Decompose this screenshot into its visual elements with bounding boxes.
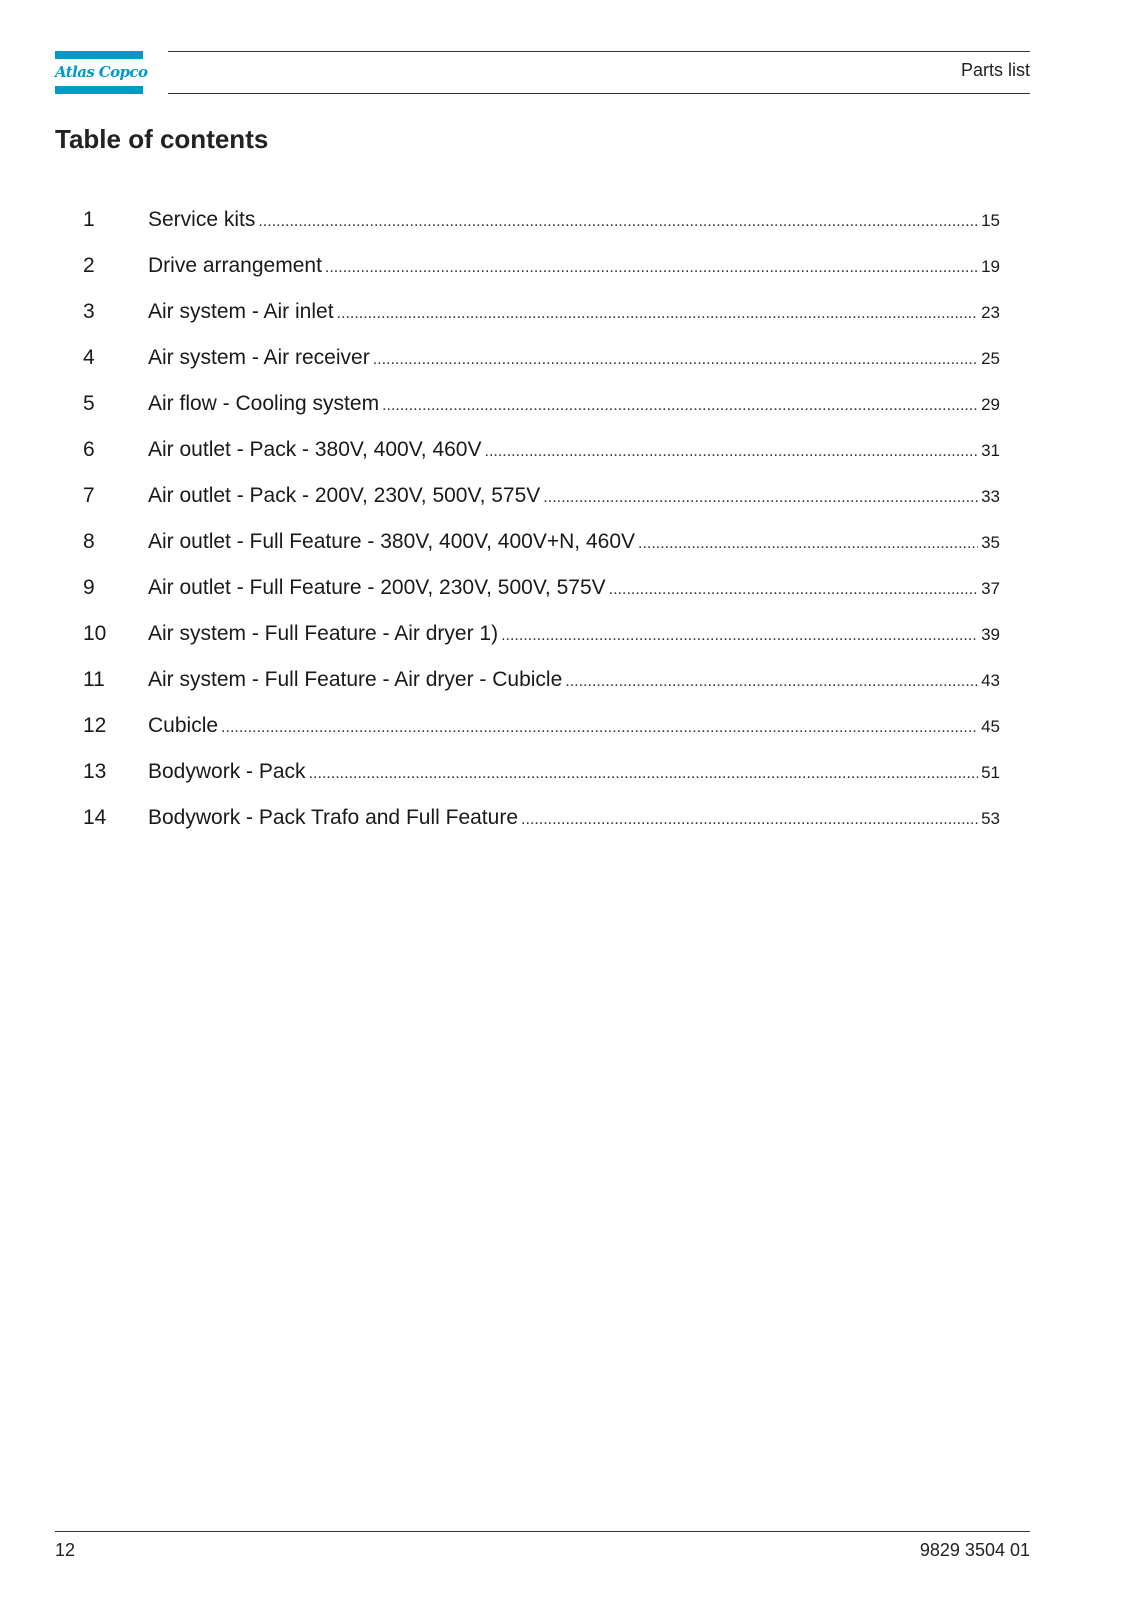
toc-dot-leader [258,208,978,236]
toc-entry-title[interactable]: Drive arrangement [148,254,322,277]
toc-dot-leader [309,760,979,788]
toc-entry[interactable] [83,298,1000,344]
toc-entry[interactable] [83,482,1000,528]
toc-entry-number: 4 [83,346,95,369]
toc-entry-title[interactable]: Air flow - Cooling system [148,392,380,415]
toc-entry-page[interactable]: 51 [981,763,1000,782]
toc-entry-page[interactable]: 25 [981,349,1000,368]
logo-bar-bottom [55,86,143,94]
toc-entry-main [148,206,1000,236]
toc-dot-leader [521,806,978,834]
toc-entry-number: 6 [83,438,95,461]
toc-entry-number: 13 [83,760,107,783]
toc-entry-number: 12 [83,714,107,737]
footer-rule [55,1531,1030,1532]
section-label: Parts list [960,60,1030,80]
toc-entry[interactable] [83,620,1000,666]
toc-entry[interactable] [83,252,1000,298]
page-number: 12 [55,1540,76,1560]
toc-entry-page[interactable]: 15 [981,211,1000,230]
toc-entry[interactable] [83,574,1000,620]
header-rule-top [168,51,1030,52]
header-rule-bottom [168,93,1030,94]
brand-logo [55,51,148,94]
toc-entry-number: 11 [83,668,105,691]
toc-entry-number: 2 [83,254,95,277]
toc-entry-title[interactable]: Bodywork - Pack [148,760,306,783]
toc-dot-leader [501,622,978,650]
toc-entry-page[interactable]: 31 [981,441,1000,460]
toc-entry-title[interactable]: Air outlet - Pack - 200V, 230V, 500V, 575V [148,484,541,507]
toc-entry[interactable] [83,666,1000,712]
toc-dot-leader [485,438,979,466]
toc-entry-title[interactable]: Air outlet - Pack - 380V, 400V, 460V [148,438,482,461]
toc-entry-main [148,390,1000,420]
toc-dot-leader [373,346,978,374]
toc-entry-page[interactable]: 23 [981,303,1000,322]
toc-dot-leader [543,484,978,512]
toc-entry-main [148,804,1000,834]
toc-entry-title[interactable]: Bodywork - Pack Trafo and Full Feature [148,806,518,829]
toc-entry-number: 1 [83,208,95,231]
toc-entry[interactable] [83,206,1000,252]
toc-entry-main [148,712,1000,742]
table-of-contents [83,206,1000,850]
page-title: Table of contents [55,124,269,154]
toc-entry-page[interactable]: 43 [981,671,1000,690]
toc-entry-number: 14 [83,806,107,829]
toc-entry-title[interactable]: Service kits [148,208,256,231]
toc-entry[interactable] [83,436,1000,482]
toc-entry[interactable] [83,712,1000,758]
toc-dot-leader [337,300,979,328]
toc-entry[interactable] [83,758,1000,804]
toc-entry-main [148,620,1000,650]
toc-dot-leader [325,254,978,282]
toc-entry-title[interactable]: Air system - Air receiver [148,346,370,369]
toc-entry-number: 10 [83,622,107,645]
toc-entry-number: 5 [83,392,95,415]
document-number: 9829 3504 01 [919,1540,1030,1560]
logo-bar-top [55,51,143,59]
toc-dot-leader [221,714,978,742]
toc-entry-main [148,482,1000,512]
toc-entry-title[interactable]: Air system - Full Feature - Air dryer 1) [148,622,499,645]
toc-entry-main [148,252,1000,282]
toc-entry-main [148,344,1000,374]
toc-entry-number: 8 [83,530,95,553]
toc-entry-main [148,666,1000,696]
toc-entry-number: 9 [83,576,95,599]
toc-entry-title[interactable]: Air system - Air inlet [148,300,334,323]
toc-entry-page[interactable]: 45 [981,717,1000,736]
toc-entry-page[interactable]: 35 [981,533,1000,552]
toc-entry-main [148,528,1000,558]
toc-entry-main [148,574,1000,604]
logo-wordmark: Atlas Copco [55,63,148,81]
toc-entry-page[interactable]: 53 [981,809,1000,828]
toc-entry-title[interactable]: Cubicle [148,714,219,737]
toc-entry-title[interactable]: Air system - Full Feature - Air dryer - Cubicle [148,668,563,691]
toc-entry-page[interactable]: 33 [981,487,1000,506]
toc-dot-leader [382,392,978,420]
toc-entry-page[interactable]: 39 [981,625,1000,644]
toc-entry[interactable] [83,344,1000,390]
toc-entry-main [148,436,1000,466]
toc-entry-number: 7 [83,484,95,507]
toc-entry[interactable] [83,390,1000,436]
toc-entry-main [148,298,1000,328]
toc-entry-page[interactable]: 19 [981,257,1000,276]
toc-dot-leader [609,576,978,604]
toc-entry-page[interactable]: 37 [981,579,1000,598]
toc-entry-title[interactable]: Air outlet - Full Feature - 200V, 230V, 500V, 575V [148,576,606,599]
toc-dot-leader [638,530,978,558]
toc-entry-number: 3 [83,300,95,323]
toc-entry[interactable] [83,528,1000,574]
toc-entry-title[interactable]: Air outlet - Full Feature - 380V, 400V, 400V+N, 460V [148,530,635,553]
toc-entry-main [148,758,1000,788]
toc-entry-page[interactable]: 29 [981,395,1000,414]
toc-dot-leader [565,668,978,696]
toc-entry[interactable] [83,804,1000,850]
